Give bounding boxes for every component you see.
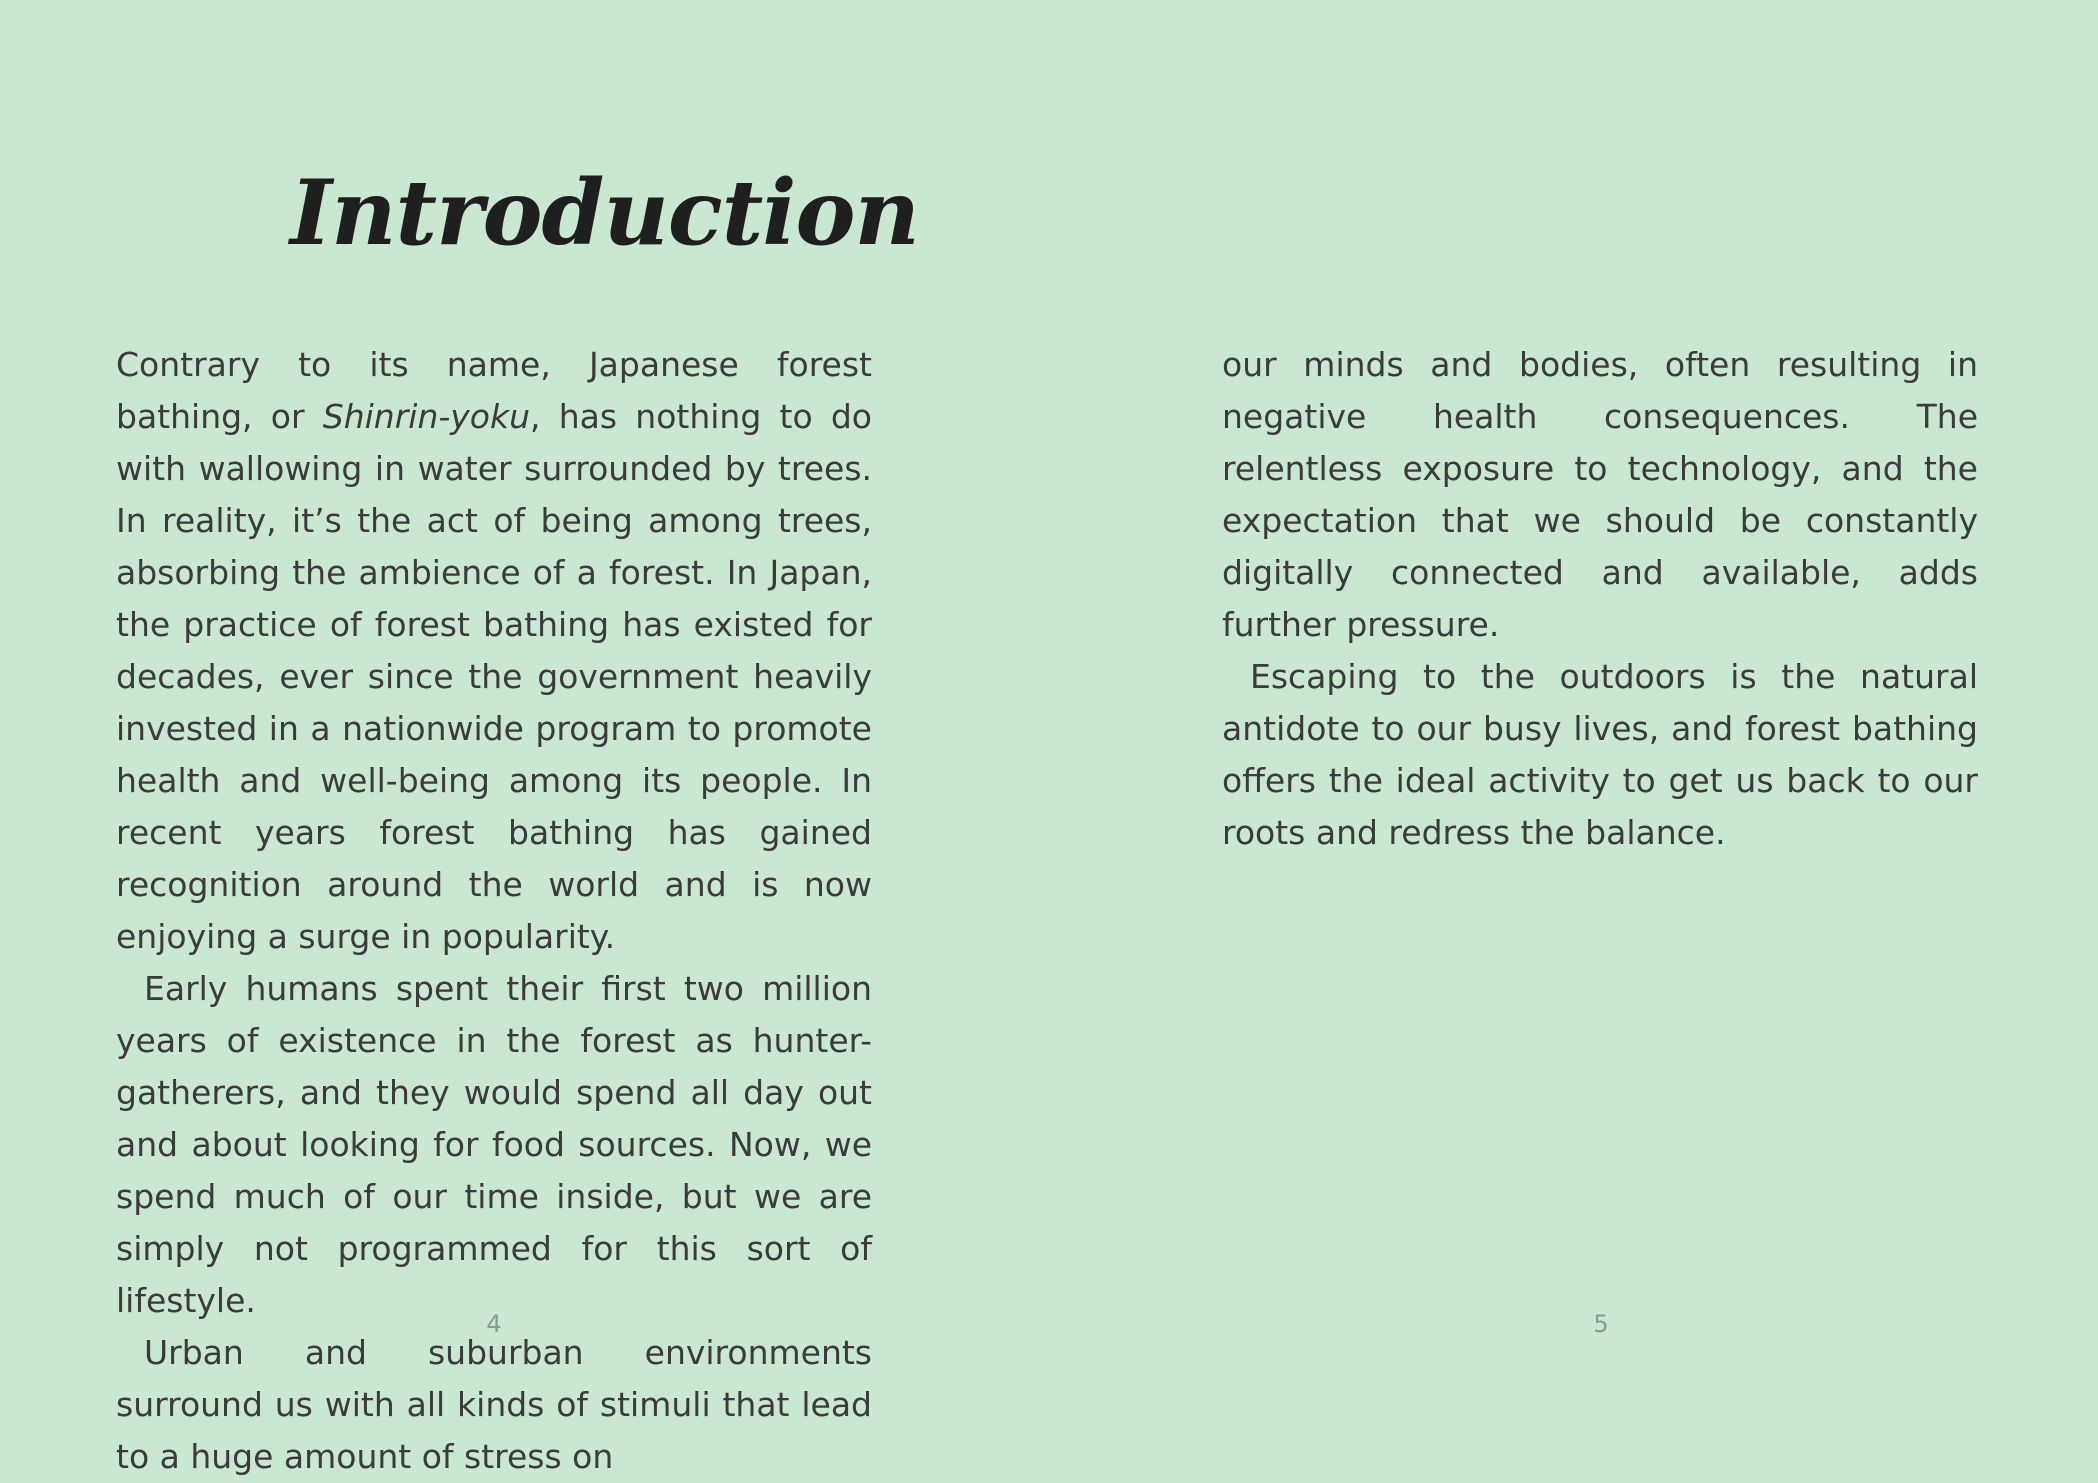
- left-paragraph-2: Early humans spent their first two million years of existence in the forest as hunter-gatherers, and they would spend all day out and about looking for food sources. Now, we spend much of our time inside, but we are simply not programmed for this sort of lifestyle.: [116, 969, 872, 1320]
- right-paragraph-2: Escaping to the outdoors is the natural antidote to our busy lives, and forest bathing offers the ideal activity to get us back to our roots and redress the balance.: [1222, 657, 1978, 852]
- paragraph-1-rest: , has nothing to do with wallowing in water surrounded by trees. In reality, it’s the act of being among trees, absorbing the ambience of a forest. In Japan, the practice of forest bathing has existed for decades, ever since the government heavily invested in a nationwide program to promote health and well-being among its people. In recent years forest bathing has gained recognition around the world and is now enjoying a surge in popularity.: [116, 397, 872, 956]
- left-paragraph-3: Urban and suburban environments surround us with all kinds of stimuli that lead to a huge amount of stress on: [116, 1333, 872, 1476]
- page-number-left: 4: [486, 1310, 502, 1338]
- right-page: [1049, 0, 2098, 1399]
- right-paragraph-1: our minds and bodies, often resulting in negative health consequences. The relentless exposure to technology, and the expectation that we should be constantly digitally connected and available, adds further pressure.: [1222, 345, 1978, 644]
- shinrin-yoku-term: Shinrin-yoku: [322, 397, 531, 436]
- paragraph-1-lead: Contrary to its name, Japanese forest bathing, or: [116, 345, 872, 436]
- page-title: Introduction: [290, 160, 919, 266]
- page-number-right: 5: [1593, 1310, 1609, 1338]
- right-body-text: [1222, 339, 1978, 859]
- left-page: [0, 0, 1049, 1476]
- left-paragraph-1: [116, 339, 872, 963]
